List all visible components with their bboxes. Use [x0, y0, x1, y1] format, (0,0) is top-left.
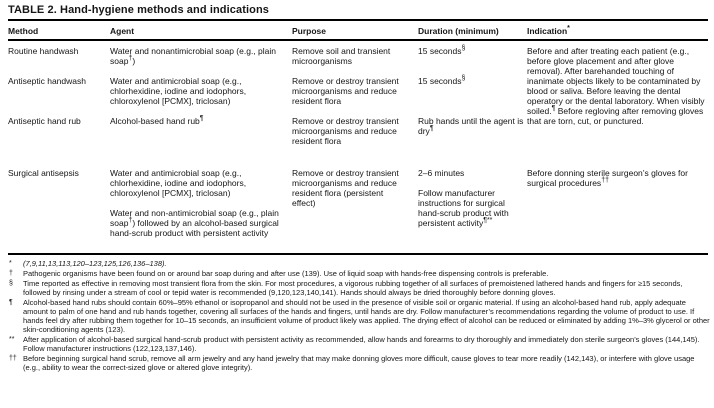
- footnote-mark-section: §: [461, 45, 466, 53]
- cell-method-antiseptic-hand-rub: Antiseptic hand rub: [8, 116, 81, 126]
- footnote-text: Alcohol-based hand rubs should contain 60%–95% ethanol or isopropanol and should not be used in the presence of visible soil or organic material. If using an alcohol-based hand rub, apply adequate amount to palm of one hand and rub hands together, covering all surfaces of the hands and fingers, until hands are dry. Follow manufacturer’s recommendations regarding the volume of product to use. If hands feel dry after rubbing them together for 10–15 seconds, an insufficient volume of product likely was applied. The drying effect of alcohol can be reduced or eliminated by adding 1%–3% glycerol or other skin-conditioning agents (123).: [23, 298, 710, 334]
- header-row: [8, 20, 708, 40]
- footnote-marker: **: [9, 336, 15, 343]
- cell-method-antiseptic-handwash: Antiseptic handwash: [8, 76, 86, 86]
- agent-text-cont: ) followed by an alcohol-based surgical hand-scrub product with persistent activity: [110, 218, 279, 238]
- header-agent-label: Agent: [110, 26, 135, 36]
- footnote-asterisk: [8, 259, 710, 268]
- table-row-routine-handwash: [8, 40, 708, 76]
- footnote-text: Before beginning surgical hand scrub, remove all arm jewelry and any hand jewelry that may make donning gloves more difficult, cause gloves to tear more readily (142,143), or interfere with glove usage (e.g., ability to wear the correct-sized glove or altered glove integrity).: [23, 354, 695, 372]
- table-row-surgical-antisepsis: [8, 168, 708, 254]
- footnote-section-sign: [8, 279, 710, 297]
- header-duration: [418, 20, 527, 40]
- cell-duration-surgical: [418, 168, 527, 254]
- footnote-mark-pilcrow-asterisks: ¶**: [483, 217, 493, 225]
- footnote-text: After application of alcohol-based surgical hand-scrub product with persistent activity as recommended, allow hands and forearms to dry thoroughly and immediately don sterile surgeon’s gloves (144,145). Follow manufacturer instructions (122,123,137,146).: [23, 335, 700, 353]
- hand-hygiene-table: [8, 19, 708, 255]
- footnote-mark-dagger: †: [128, 217, 133, 225]
- header-indication-label: Indication: [527, 26, 568, 36]
- footnote-marker: §: [9, 280, 13, 287]
- footnote-marker: ††: [9, 355, 17, 362]
- cell-method-surgical: Surgical antisepsis: [8, 168, 79, 178]
- duration-paragraph-2: [418, 188, 516, 228]
- header-duration-label: Duration (minimum): [418, 26, 499, 36]
- duration-text: Follow manufacturer instructions for surgical hand-scrub product with persistent activity: [418, 188, 509, 228]
- footnote-mark-pilcrow: ¶: [429, 125, 434, 133]
- header-indication: [527, 20, 708, 40]
- duration-text: 15 seconds: [418, 46, 462, 56]
- duration-paragraph-1: 2–6 minutes: [418, 168, 465, 178]
- footnote-text: Pathogenic organisms have been found on or around bar soap during and after use (139). Use of liquid soap with hands-free dispensing controls is preferable.: [23, 269, 549, 278]
- footnote-mark-pilcrow: ¶: [551, 105, 556, 113]
- indication-text: Before donning sterile surgeon’s gloves for surgical procedures: [527, 168, 688, 188]
- cell-purpose-routine: Remove soil and transient microorganisms: [292, 46, 391, 66]
- agent-text: Water and non-antimicrobial soap (e.g., plain soap: [110, 208, 279, 228]
- footnote-mark-double-dagger: ††: [601, 177, 609, 185]
- cell-agent-antiseptic-hand-rub: [110, 116, 292, 168]
- footnote-pilcrow: [8, 298, 710, 334]
- cell-method-routine: Routine handwash: [8, 46, 79, 56]
- footnote-marker: *: [9, 260, 12, 267]
- header-purpose-label: Purpose: [292, 26, 327, 36]
- cell-agent-routine: [110, 40, 292, 76]
- cell-purpose-surgical: Remove or destroy transient microorganisms and reduce resident flora (persistent effect): [292, 168, 399, 208]
- header-indication-footnote-mark: *: [567, 25, 570, 33]
- footnote-marker: †: [9, 270, 13, 277]
- footnote-text: (7,9,11,13,113,120–123,125,126,136–138).: [23, 259, 167, 268]
- cell-purpose-antiseptic-hand-rub: Remove or destroy transient microorganisms and reduce resident flora: [292, 116, 399, 146]
- cell-indication-shared: [527, 40, 708, 168]
- footnote-double-dagger: [8, 354, 710, 372]
- agent-text-close: ): [132, 56, 136, 66]
- cell-duration-antiseptic-hand-rub: [418, 116, 527, 168]
- footnote-dagger: [8, 269, 710, 278]
- cell-agent-surgical: [110, 168, 292, 254]
- duration-text: Rub hands until the agent is dry: [418, 116, 524, 136]
- agent-paragraph-2: [110, 208, 281, 238]
- footnote-text: Time reported as effective in removing most transient flora from the skin. For most procedures, a vigorous rubbing together of all surfaces of premoistened lathered hands and fingers for ≥15 seconds, followed by rinsing under a stream of cool or tepid water is recommended (9,120,123,140,141). Hands should always be dried thoroughly before donning gloves.: [23, 279, 683, 297]
- cell-agent-antiseptic-handwash: Water and antimicrobial soap (e.g., chlorhexidine, iodine and iodophors, chloroxylenol [PCMX], triclosan): [110, 76, 247, 106]
- table-title: TABLE 2. Hand-hygiene methods and indications: [8, 4, 269, 16]
- indication-text: Before and after treating each patient (e.g., before glove placement and after glove removal). After barehanded touching of inanimate objects likely to be contaminated by blood or saliva. Before leaving the dental operatory or the dental laboratory. When visibly soiled.: [527, 46, 705, 116]
- footnote-mark-dagger: †: [128, 55, 133, 63]
- header-method: [8, 20, 110, 40]
- indication-text-cont: Before regloving after removing gloves that are torn, cut, or punctured.: [527, 106, 704, 126]
- header-agent: [110, 20, 292, 40]
- cell-duration-routine: [418, 40, 527, 76]
- header-method-label: Method: [8, 26, 39, 36]
- footnote-marker: ¶: [9, 299, 13, 306]
- header-purpose: [292, 20, 418, 40]
- footnote-double-asterisk: [8, 335, 710, 353]
- duration-text: 15 seconds: [418, 76, 462, 86]
- footnote-mark-pilcrow: ¶: [199, 115, 204, 123]
- cell-purpose-antiseptic-handwash: Remove or destroy transient microorganisms and reduce resident flora: [292, 76, 399, 106]
- cell-indication-surgical: [527, 168, 708, 254]
- footnotes-section: [8, 259, 710, 372]
- footnote-mark-section: §: [461, 75, 466, 83]
- agent-paragraph-1: Water and antimicrobial soap (e.g., chlorhexidine, iodine and iodophors, chloroxylenol [PCMX], triclosan): [110, 168, 247, 198]
- agent-text: Water and nonantimicrobial soap (e.g., plain soap: [110, 46, 276, 66]
- agent-text: Alcohol-based hand rub: [110, 116, 200, 126]
- cell-duration-antiseptic-handwash: [418, 76, 527, 116]
